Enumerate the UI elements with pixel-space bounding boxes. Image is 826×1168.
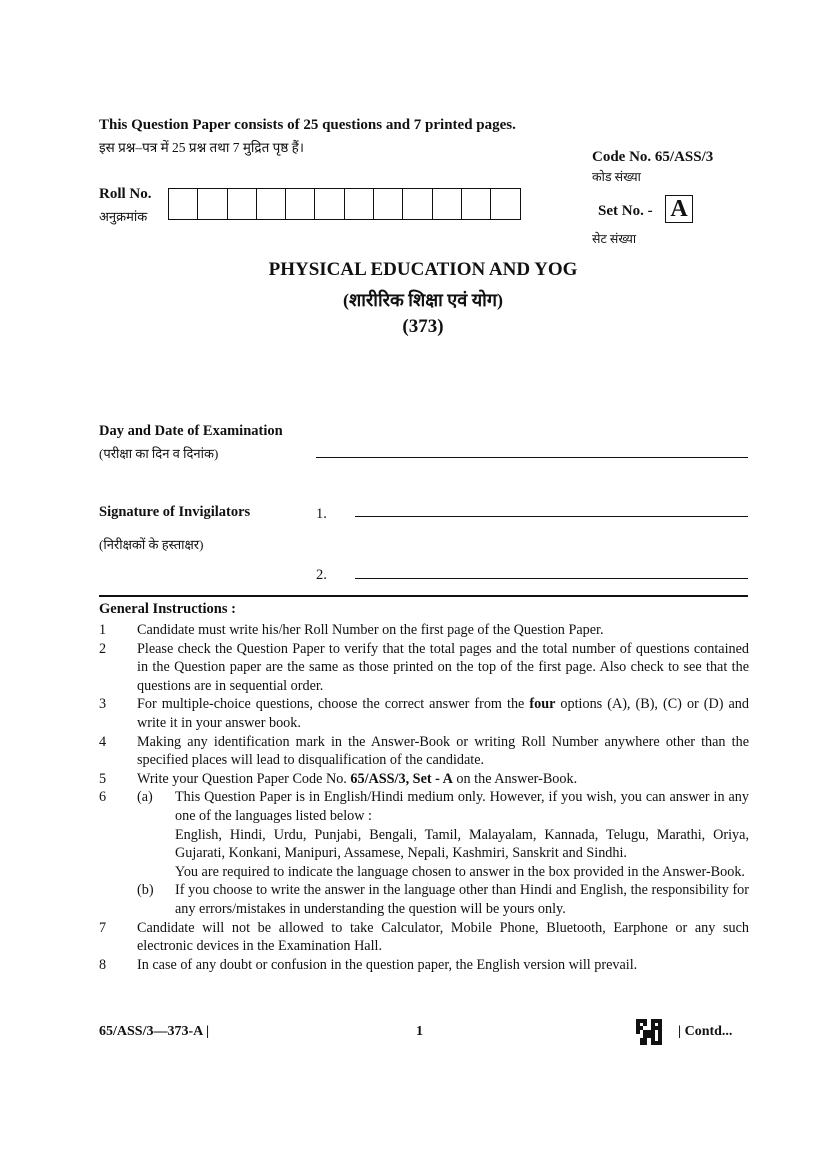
instruction-number: 5	[99, 770, 107, 787]
roll-number-boxes[interactable]	[168, 188, 521, 220]
instruction-text-part: Write your Question Paper Code No.	[137, 770, 351, 787]
instruction-text: In case of any doubt or confusion in the question paper, the English version will prevail.	[137, 956, 638, 973]
instruction-subitem	[137, 788, 749, 881]
instructions-list	[99, 621, 749, 974]
signature-label: Signature of Invigilators	[99, 504, 251, 520]
instruction-number: 1	[99, 622, 107, 638]
roll-digit-box[interactable]	[403, 189, 432, 219]
qr-code-icon	[636, 1019, 662, 1045]
instruction-number: 7	[99, 919, 107, 936]
section-divider	[99, 595, 748, 597]
instruction-text: Please check the Question Paper to verify that the total pages and the total number of questions contained in the Question paper are the same as those printed on the top of the first page. Also check to see that the questions are in sequential order.	[137, 640, 749, 694]
instruction-text: Candidate must write his/her Roll Number on the first page of the Question Paper.	[137, 622, 604, 638]
signature-1-field[interactable]	[355, 516, 748, 517]
signature-2-field[interactable]	[355, 578, 748, 579]
instruction-item	[99, 956, 749, 975]
instruction-text-part: For multiple-choice questions, choose the correct answer from the	[137, 696, 530, 713]
signature-label-hindi: (निरीक्षकों के हस्ताक्षर)	[99, 537, 204, 552]
signature-1-number: 1.	[316, 506, 327, 522]
paper-info-hindi: इस प्रश्न–पत्र में 25 प्रश्न तथा 7 मुद्रित पृष्ठ हैं।	[99, 140, 304, 155]
roll-digit-box[interactable]	[198, 189, 227, 219]
instruction-emphasis: 65/ASS/3, Set - A	[350, 770, 453, 787]
instruction-item	[99, 770, 749, 789]
day-date-field[interactable]	[316, 457, 748, 458]
language-list: English, Hindi, Urdu, Punjabi, Bengali, Tamil, Malayalam, Kannada, Telugu, Marathi, Oriya, Gujarati, Konkani, Manipuri, Assamese, Nepali, Kashmiri, Sanskrit and Sindhi.	[175, 826, 749, 862]
subitem-body	[175, 788, 749, 881]
roll-digit-box[interactable]	[491, 189, 520, 219]
instruction-item	[99, 919, 749, 956]
instruction-number: 8	[99, 956, 107, 973]
day-date-label-hindi: (परीक्षा का दिन व दिनांक)	[99, 446, 219, 461]
continued-label: | Contd...	[678, 1024, 733, 1039]
instruction-text	[137, 770, 749, 789]
page-number: 1	[416, 1024, 423, 1039]
roll-digit-box[interactable]	[433, 189, 462, 219]
roll-digit-box[interactable]	[315, 189, 344, 219]
roll-digit-box[interactable]	[462, 189, 491, 219]
instruction-number: 3	[99, 696, 107, 713]
roll-digit-box[interactable]	[286, 189, 315, 219]
instruction-text-part: on the Answer-Book.	[452, 770, 578, 787]
instruction-emphasis: four	[529, 696, 556, 713]
subitem-note: You are required to indicate the language chosen to answer in the box provided in the Answer-Book.	[175, 863, 745, 880]
instruction-item	[99, 733, 749, 770]
roll-digit-box[interactable]	[345, 189, 374, 219]
paper-info-english: This Question Paper consists of 25 questions and 7 printed pages.	[99, 117, 516, 133]
roll-digit-box[interactable]	[257, 189, 286, 219]
subitem-text: If you choose to write the answer in the language other than Hindi and English, the responsibility for any errors/mistakes in understanding the question will be yours only.	[175, 882, 749, 917]
subitem-label: (a)	[137, 789, 153, 806]
set-number-label: Set No. -	[598, 203, 653, 219]
roll-number-label-hindi: अनुक्रमांक	[99, 209, 148, 224]
instruction-number: 6	[99, 789, 107, 806]
instructions-title: General Instructions :	[99, 601, 236, 617]
subitem-label: (b)	[137, 882, 154, 899]
roll-digit-box[interactable]	[169, 189, 198, 219]
subitem-text: This Question Paper is in English/Hindi medium only. However, if you wish, you can answer in any one of the languages listed below :	[175, 789, 749, 824]
code-number: Code No. 65/ASS/3	[592, 149, 714, 165]
instruction-number: 2	[99, 640, 107, 657]
instruction-text: Candidate will not be allowed to take Calculator, Mobile Phone, Bluetooth, Earphone or any such electronic devices in the Examination Hall.	[137, 919, 749, 955]
instruction-item	[99, 788, 749, 918]
instruction-item	[99, 640, 749, 696]
instruction-number: 4	[99, 733, 107, 750]
set-number-label-hindi: सेट संख्या	[592, 232, 637, 246]
instruction-subitem	[137, 881, 749, 918]
instruction-item	[99, 695, 749, 732]
subject-code: (373)	[402, 316, 444, 337]
subject-title: PHYSICAL EDUCATION AND YOG	[268, 259, 578, 280]
instruction-item	[99, 621, 749, 640]
instruction-text-part: options (A), (B), (C) or (D) and write it in your answer book.	[137, 696, 749, 731]
instruction-text	[137, 788, 749, 918]
instruction-text: Making any identification mark in the Answer-Book or writing Roll Number anywhere other than the specified places will lead to disqualification of the candidate.	[137, 733, 749, 769]
footer-paper-code: 65/ASS/3—373-A |	[99, 1024, 210, 1039]
day-date-label: Day and Date of Examination	[99, 423, 283, 439]
roll-digit-box[interactable]	[228, 189, 257, 219]
signature-2-number: 2.	[316, 567, 327, 583]
roll-digit-box[interactable]	[374, 189, 403, 219]
instruction-text	[137, 695, 749, 732]
code-number-hindi: कोड संख्या	[592, 170, 641, 184]
roll-number-label: Roll No.	[99, 186, 152, 202]
set-number-box: A	[665, 195, 693, 223]
subject-title-hindi: (शारीरिक शिक्षा एवं योग)	[343, 290, 503, 310]
